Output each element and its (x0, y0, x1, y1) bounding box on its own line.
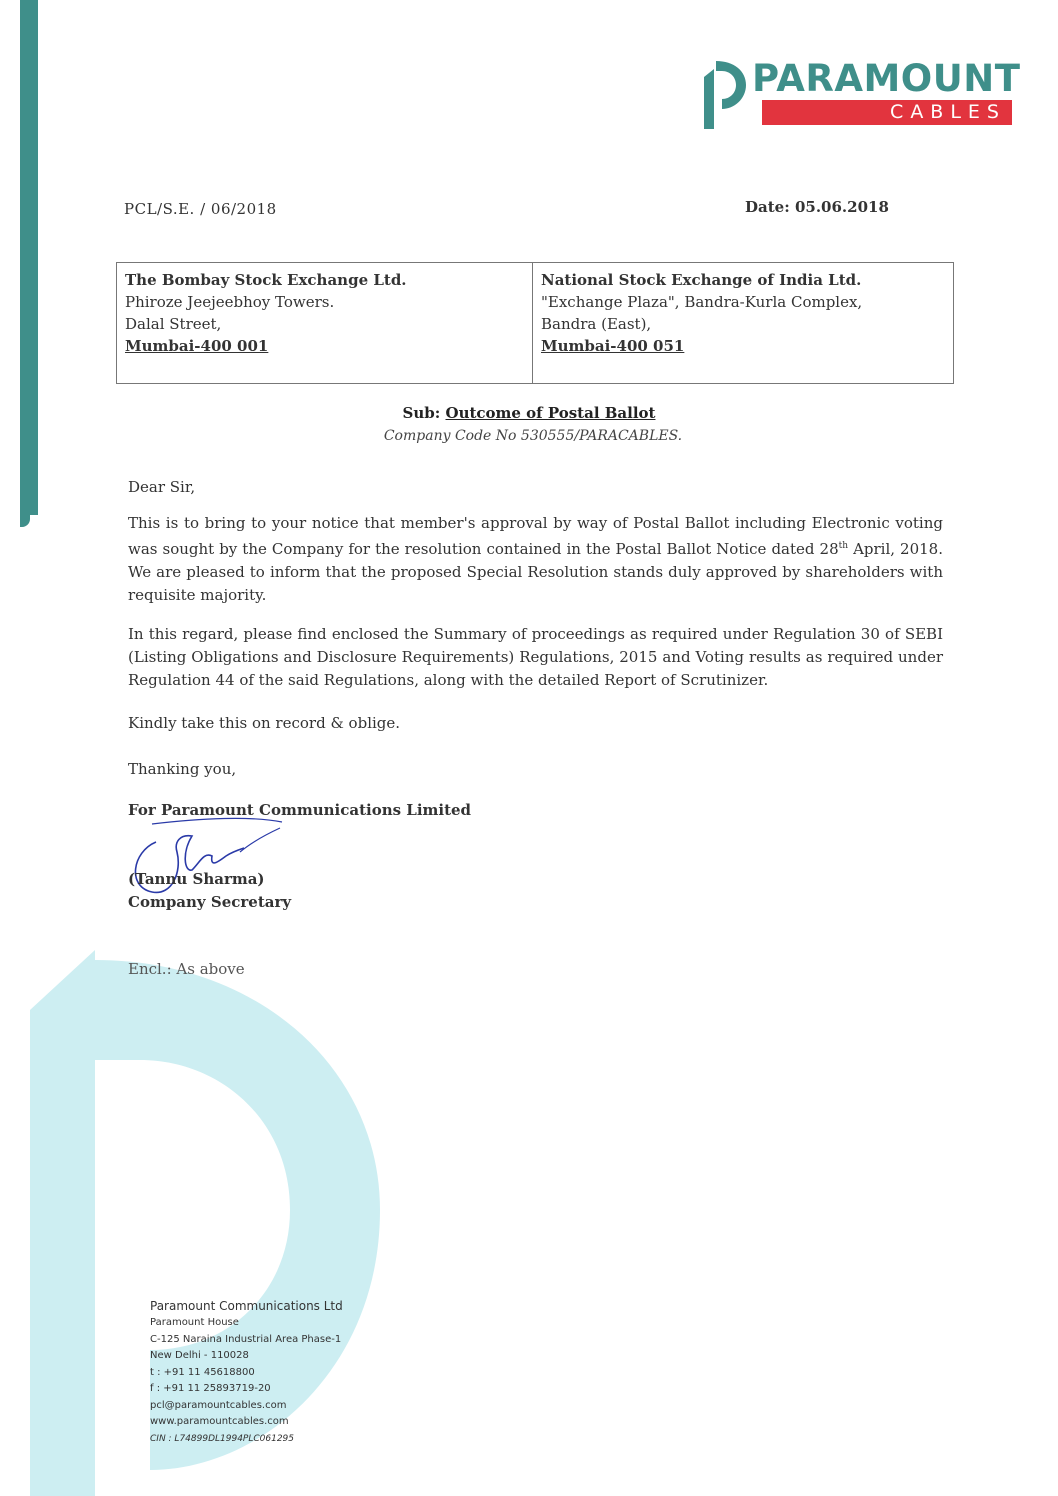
reference-number: PCL/S.E. / 06/2018 (124, 200, 277, 218)
subject-label: Sub: (402, 404, 446, 422)
addressee-city: Mumbai-400 001 (125, 337, 269, 355)
body-paragraph-1 (128, 512, 943, 607)
footer-city: New Delhi - 110028 (150, 1350, 249, 1361)
footer-cin: CIN : L74899DL1994PLC061295 (150, 1433, 294, 1444)
addressee-name: National Stock Exchange of India Ltd. (541, 271, 862, 289)
addressee-line: "Exchange Plaza", Bandra-Kurla Complex, (541, 293, 863, 311)
addressee-city: Mumbai-400 051 (541, 337, 685, 355)
signatory-role: Company Secretary (128, 893, 292, 911)
body-paragraph-2: In this regard, please find enclosed the Summary of proceedings as required under Regulation 30 of SEBI (Listing Obligations and Disclosure Requirements) Regulations, 2015 and Voting results as required under Regulation 44 of the said Regulations, along with the detailed Report of Scrutinizer. (128, 625, 943, 689)
footer-email: pcl@paramountcables.com (150, 1399, 287, 1411)
signatory-company: For Paramount Communications Limited (128, 801, 472, 819)
addressee-line: Phiroze Jeejeebhoy Towers. (125, 293, 335, 311)
paragraph-text: This is to bring to your notice that member's approval by way of Postal Ballot including Electronic voting was sought by the Company for the resolution contained in the Postal Ballot Notice dated 28 (128, 514, 943, 558)
closing-line: Thanking you, (128, 760, 237, 778)
enclosure-note: Encl.: As above (128, 960, 245, 978)
footer-phone: t : +91 11 45618800 (150, 1366, 255, 1378)
superscript: th (838, 541, 849, 551)
footer-house: Paramount House (150, 1317, 239, 1328)
logo-wordmark: PARAMOUNT (752, 57, 1021, 100)
salutation: Dear Sir, (128, 478, 196, 496)
subject-value: Outcome of Postal Ballot (445, 404, 656, 422)
addressee-name: The Bombay Stock Exchange Ltd. (125, 271, 407, 289)
subject-line (0, 404, 1058, 422)
footer-fax: f : +91 11 25893719-20 (150, 1383, 271, 1394)
logo-p-icon (700, 57, 750, 129)
footer-address-line: C-125 Naraina Industrial Area Phase-1 (150, 1333, 342, 1345)
oblige-line: Kindly take this on record & oblige. (128, 714, 401, 732)
company-code: Company Code No 530555/PARACABLES. (383, 428, 683, 444)
footer-website: www.paramountcables.com (150, 1416, 289, 1427)
addressee-nse (533, 263, 953, 383)
footer-company: Paramount Communications Ltd (150, 1299, 343, 1313)
letter-date: Date: 05.06.2018 (745, 198, 889, 216)
addressee-bse (117, 263, 533, 383)
footer-address (150, 1297, 343, 1447)
addressee-line: Dalal Street, (125, 315, 222, 333)
addressee-table (116, 262, 954, 384)
addressee-line: Bandra (East), (541, 315, 652, 333)
paragraph-text: April, 2018. We are pleased to inform that the proposed Special Resolution stands duly approved by shareholders with requisite majority. (128, 540, 943, 604)
signatory-name: (Tannu Sharma) (128, 870, 265, 888)
logo-subtext: CABLES (890, 101, 1006, 123)
handwritten-signature (122, 812, 292, 902)
logo-red-band (762, 100, 1012, 125)
